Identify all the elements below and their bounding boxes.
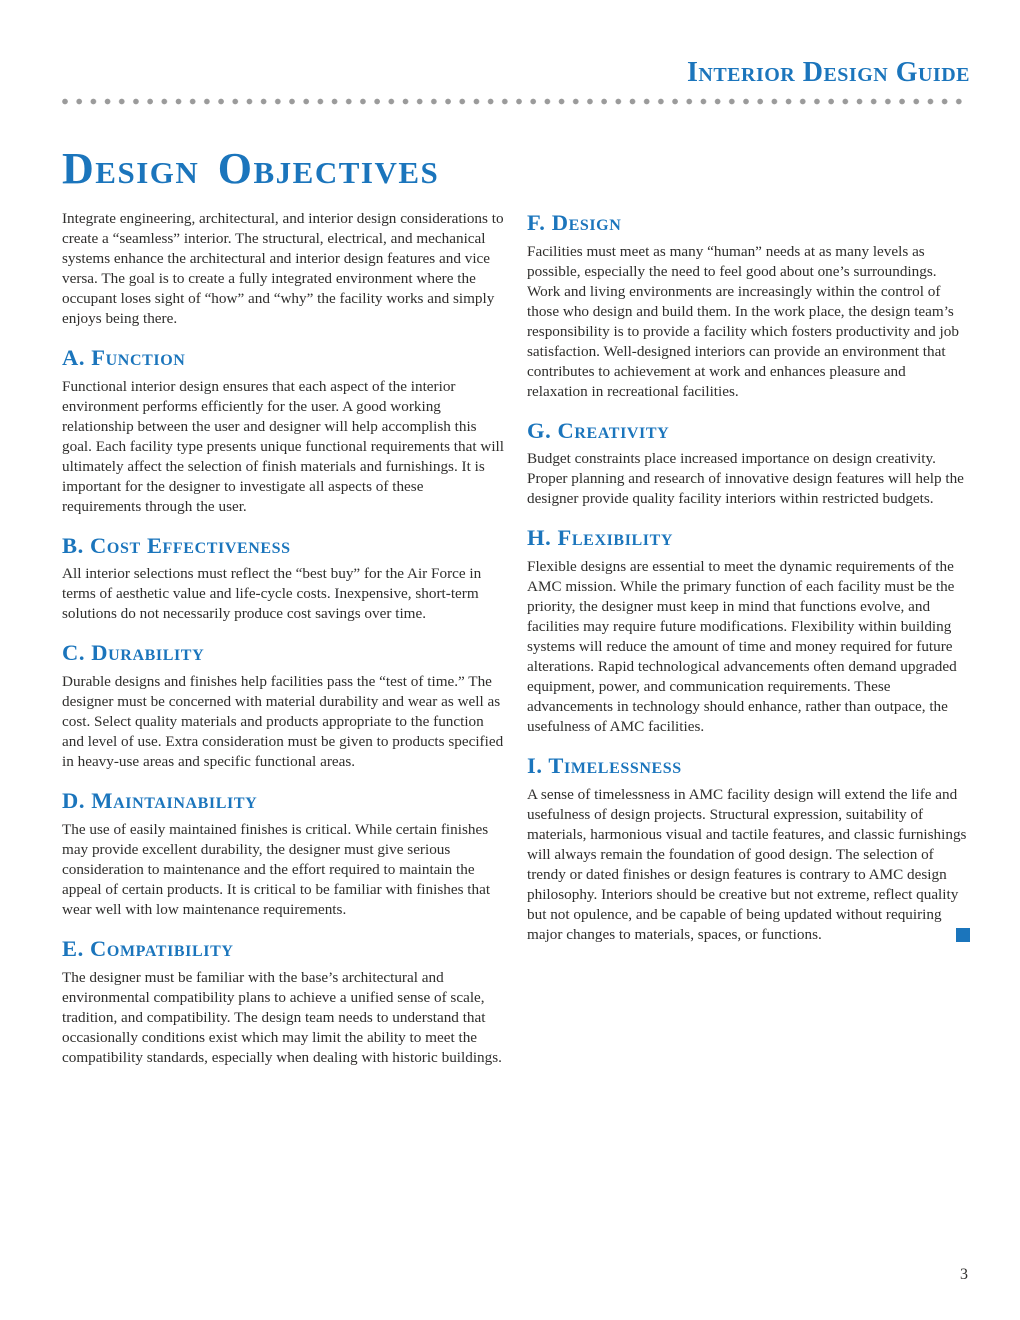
section-body: A sense of timelessness in AMC facility design will extend the life and usefulness of design projects. Structural expression, suitability of materials, harmonious visual and tactile features, and classic furnishings will always remain the foundation of good design. The selection of trendy or dated finishes or design features is contrary to AMC design philosophy. Interiors should be creative but not extreme, reflect quality but not opulence, and be capable of being updated without requiring major changes to materials, spaces, or functions. [527, 785, 967, 943]
section-heading: I. Timelessness [527, 753, 682, 779]
document-header-title: Interior Design Guide [686, 57, 970, 88]
section-body: The designer must be familiar with the base’s architectural and environmental compatibility plans to achieve a unified sense of scale, tradition, and compatibility. The design team needs to understand that occasionally conditions exist which may limit the ability to meet the compatibility standards, especially when dealing with historic buildings. [62, 968, 502, 1066]
section-heading: B. Cost Effectiveness [62, 532, 291, 558]
section-body: Functional interior design ensures that each aspect of the interior environment performs efficiently for the user. A good working relationship between the user and designer will help accomplish this goal. Each facility type presents unique functional requirements that will ultimately affect the selection of finish materials and furnishings. It is important for the designer to investigate all aspects of these requirements through the user. [62, 377, 504, 515]
section-body-wrapper [527, 785, 970, 945]
section-body: All interior selections must reflect the “best buy” for the Air Force in terms of aesthetic value and life-cycle costs. Inexpensive, short-term solutions do not necessarily produce cost savings over time. [62, 565, 482, 623]
section-heading: G. Creativity [527, 417, 670, 443]
section-body: Durable designs and finishes help facilities pass the “test of time.” The designer must be concerned with material durability and wear as well as cost. Select quality materials and products appropriate to the function and level of use. Extra consideration must be given to products specified in heavy-use areas and specific functional areas. [62, 673, 504, 771]
section-heading: H. Flexibility [527, 525, 674, 551]
section-timelessness [527, 754, 970, 945]
end-mark-square [956, 928, 970, 942]
section-heading: C. Durability [62, 640, 205, 666]
section-cost-effectiveness [62, 534, 505, 625]
page-number: 3 [960, 1266, 968, 1283]
section-function [62, 346, 505, 517]
section-body: Budget constraints place increased importance on design creativity. Proper planning and research of innovative design features will help the designer provide quality facility interiors within restricted budgets. [527, 450, 964, 508]
two-column-layout [62, 209, 970, 1068]
section-body: The use of easily maintained finishes is critical. While certain finishes may provide excellent durability, the designer must give serious consideration to maintenance and the effort required to maintain the appeal of certain products. It is critical to be familiar with finishes that wear well with low maintenance requirements. [62, 820, 491, 918]
section-creativity [527, 419, 970, 510]
section-compatibility [62, 937, 505, 1068]
section-heading: E. Compatibility [62, 935, 234, 961]
intro-paragraph: Integrate engineering, architectural, and interior design considerations to create a “seamless” interior. The structural, electrical, and mechanical systems enhance the architectural and interior design features and vice versa. The goal is to create a fully integrated environment where the occupant loses sight of “how” and “why” the facility works and simply enjoys being there. [62, 209, 504, 327]
dotted-divider [62, 98, 970, 105]
left-column [62, 209, 505, 1068]
section-heading: D. Maintainability [62, 788, 258, 814]
section-flexibility [527, 526, 970, 737]
section-heading: A. Function [62, 344, 186, 370]
right-column [527, 209, 970, 1068]
page-title: Design Objectives [62, 143, 440, 193]
section-maintainability [62, 789, 505, 920]
section-body: Facilities must meet as many “human” needs at as many levels as possible, especially the need to feel good about one’s surroundings. Work and living environments are increasingly within the control of those who design and build them. In the work place, the design team’s responsibility is to provide a facility which fosters productivity and job satisfaction. Well-designed interiors can provide an environment that contributes to achievement at work and enhances pleasure and relaxation in recreational facilities. [527, 242, 959, 400]
section-body: Flexible designs are essential to meet the dynamic requirements of the AMC mission. While the primary function of each facility must be the priority, the designer must keep in mind that functions evolve, and facilities may require future modifications. Flexibility within building systems will reduce the amount of time and money required for future alterations. Rapid technological advancements often demand upgraded equipment, power, and communication requirements. These advancements in technology should enhance, rather than outpace, the usefulness of AMC facilities. [527, 558, 957, 736]
section-heading: F. Design [527, 209, 622, 235]
section-design [527, 211, 970, 402]
page-header [62, 58, 970, 105]
section-durability [62, 641, 505, 772]
